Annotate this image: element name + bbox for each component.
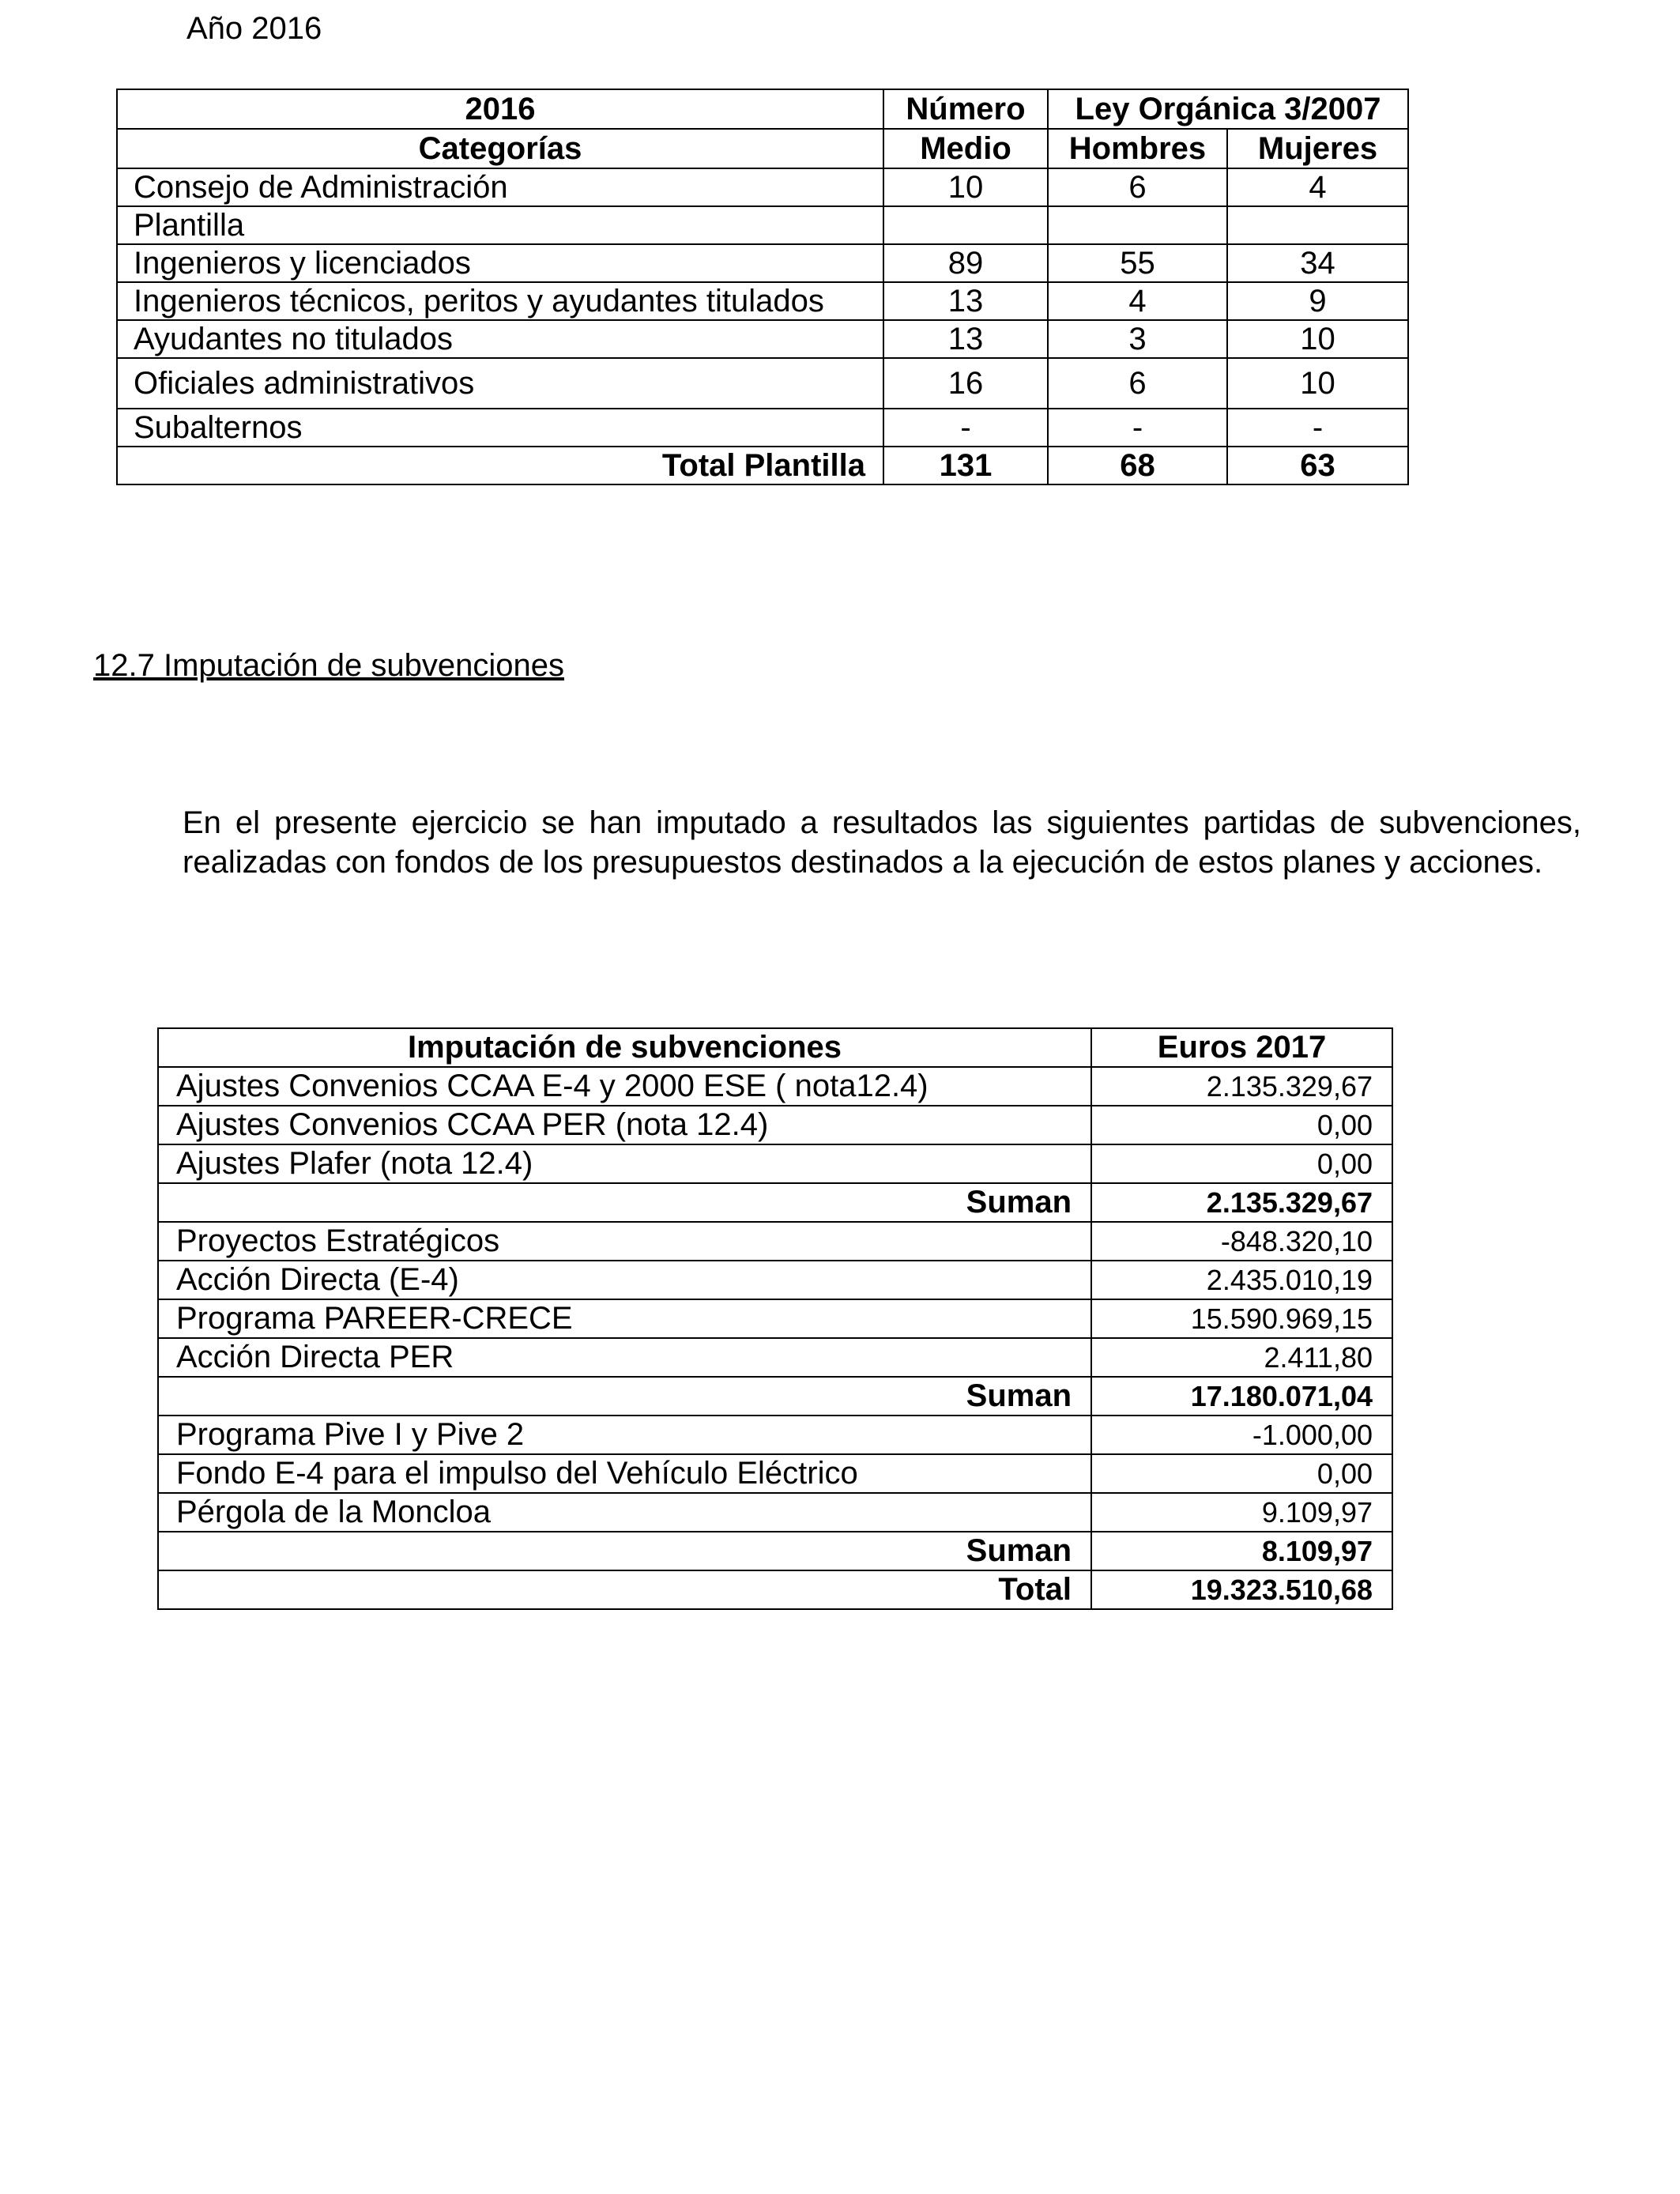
mujeres-value: 10 <box>1227 320 1408 358</box>
numero-medio-value: 13 <box>883 282 1048 320</box>
total-mujeres-value: 63 <box>1227 447 1408 484</box>
mujeres-value: 34 <box>1227 244 1408 282</box>
year-heading: Año 2016 <box>186 11 322 46</box>
item-amount: 2.435.010,19 <box>1091 1261 1392 1299</box>
mujeres-value: 9 <box>1227 282 1408 320</box>
category-label: Consejo de Administración <box>117 168 883 206</box>
hombres-value: 3 <box>1048 320 1227 358</box>
hombres-value: 55 <box>1048 244 1227 282</box>
grand-total-row <box>158 1570 1392 1609</box>
mujeres-value: 10 <box>1227 358 1408 409</box>
grand-total-label: Total <box>158 1570 1091 1609</box>
item-amount: -848.320,10 <box>1091 1222 1392 1261</box>
category-label: Ingenieros y licenciados <box>117 244 883 282</box>
staff-header-row-2 <box>117 129 1408 168</box>
item-amount: -1.000,00 <box>1091 1416 1392 1454</box>
item-amount: 0,00 <box>1091 1144 1392 1183</box>
table-row <box>117 320 1408 358</box>
category-label: Plantilla <box>117 206 883 244</box>
header-hombres: Hombres <box>1048 129 1227 168</box>
item-label: Ajustes Convenios CCAA E-4 y 2000 ESE ( nota12.4) <box>158 1067 1091 1106</box>
header-euros: Euros 2017 <box>1091 1028 1392 1067</box>
hombres-value <box>1048 206 1227 244</box>
table-row <box>117 168 1408 206</box>
numero-medio-value: - <box>883 409 1048 447</box>
header-medio: Medio <box>883 129 1048 168</box>
table-row <box>117 409 1408 447</box>
item-amount: 2.411,80 <box>1091 1338 1392 1377</box>
hombres-value: 6 <box>1048 358 1227 409</box>
subtotal-amount: 2.135.329,67 <box>1091 1183 1392 1222</box>
table-row <box>158 1067 1392 1106</box>
item-amount: 9.109,97 <box>1091 1493 1392 1532</box>
header-imputacion: Imputación de subvenciones <box>158 1028 1091 1067</box>
item-amount: 0,00 <box>1091 1454 1392 1493</box>
category-label: Ingenieros técnicos, peritos y ayudantes titulados <box>117 282 883 320</box>
item-label: Acción Directa PER <box>158 1338 1091 1377</box>
hombres-value: 4 <box>1048 282 1227 320</box>
category-label: Subalternos <box>117 409 883 447</box>
item-label: Proyectos Estratégicos <box>158 1222 1091 1261</box>
table-row <box>117 244 1408 282</box>
item-label: Fondo E-4 para el impulso del Vehículo Eléctrico <box>158 1454 1091 1493</box>
numero-medio-value: 10 <box>883 168 1048 206</box>
table-row <box>158 1454 1392 1493</box>
subtotal-label: Suman <box>158 1377 1091 1416</box>
item-label: Programa Pive I y Pive 2 <box>158 1416 1091 1454</box>
subtotal-amount: 17.180.071,04 <box>1091 1377 1392 1416</box>
table-row <box>117 206 1408 244</box>
header-ley: Ley Orgánica 3/2007 <box>1048 89 1408 129</box>
intro-paragraph: En el presente ejercicio se han imputado a resultados las siguientes partidas de subvenciones, realizadas con fondos de los presupuestos destinados a la ejecución de estos planes y acciones. <box>183 805 1581 880</box>
table-row <box>158 1338 1392 1377</box>
subtotal-amount: 8.109,97 <box>1091 1532 1392 1570</box>
total-row <box>117 447 1408 484</box>
table-row <box>158 1106 1392 1144</box>
item-label: Ajustes Plafer (nota 12.4) <box>158 1144 1091 1183</box>
subtotal-label: Suman <box>158 1183 1091 1222</box>
mujeres-value: 4 <box>1227 168 1408 206</box>
item-label: Acción Directa (E-4) <box>158 1261 1091 1299</box>
subtotal-label: Suman <box>158 1532 1091 1570</box>
table-row <box>158 1493 1392 1532</box>
table-row <box>158 1261 1392 1299</box>
table-row <box>117 282 1408 320</box>
table-row <box>158 1144 1392 1183</box>
table-row <box>117 358 1408 409</box>
item-amount: 15.590.969,15 <box>1091 1299 1392 1338</box>
total-medio-value: 131 <box>883 447 1048 484</box>
header-categories: Categorías <box>117 129 883 168</box>
table-row <box>158 1299 1392 1338</box>
staff-header-row-1 <box>117 89 1408 129</box>
subsidies-table <box>157 1027 1393 1610</box>
mujeres-value <box>1227 206 1408 244</box>
total-label: Total Plantilla <box>117 447 883 484</box>
item-amount: 2.135.329,67 <box>1091 1067 1392 1106</box>
item-amount: 0,00 <box>1091 1106 1392 1144</box>
subsidies-header-row <box>158 1028 1392 1067</box>
subtotal-row <box>158 1532 1392 1570</box>
header-year: 2016 <box>117 89 883 129</box>
section-title: 12.7 Imputación de subvenciones <box>93 648 564 683</box>
numero-medio-value <box>883 206 1048 244</box>
numero-medio-value: 89 <box>883 244 1048 282</box>
table-row <box>158 1222 1392 1261</box>
numero-medio-value: 16 <box>883 358 1048 409</box>
grand-total-amount: 19.323.510,68 <box>1091 1570 1392 1609</box>
header-mujeres: Mujeres <box>1227 129 1408 168</box>
hombres-value: 6 <box>1048 168 1227 206</box>
item-label: Pérgola de la Moncloa <box>158 1493 1091 1532</box>
category-label: Ayudantes no titulados <box>117 320 883 358</box>
item-label: Ajustes Convenios CCAA PER (nota 12.4) <box>158 1106 1091 1144</box>
header-numero: Número <box>883 89 1048 129</box>
staff-table <box>116 89 1409 485</box>
numero-medio-value: 13 <box>883 320 1048 358</box>
table-row <box>158 1416 1392 1454</box>
total-hombres-value: 68 <box>1048 447 1227 484</box>
subtotal-row <box>158 1183 1392 1222</box>
item-label: Programa PAREER-CRECE <box>158 1299 1091 1338</box>
category-label: Oficiales administrativos <box>117 358 883 409</box>
mujeres-value: - <box>1227 409 1408 447</box>
subtotal-row <box>158 1377 1392 1416</box>
hombres-value: - <box>1048 409 1227 447</box>
